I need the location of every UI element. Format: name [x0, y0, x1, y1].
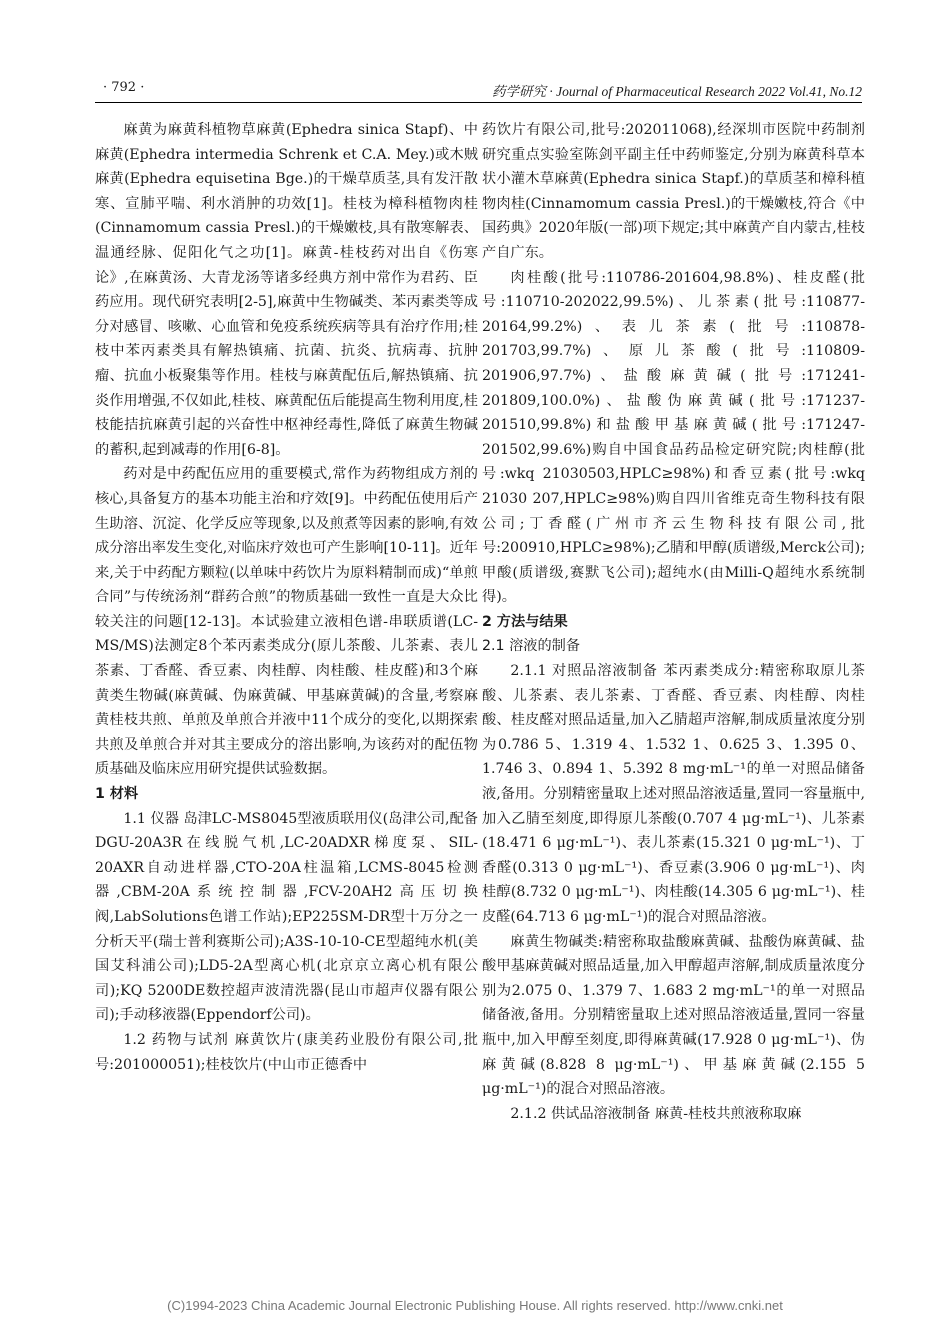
reagents-paragraph: 肉桂酸(批号:110786-201604,98.8%)、桂皮醛(批号:110710-202022,99.5%)、儿茶素(批号:110877-20164,99.2%)、表儿茶素(批号:110878-201703,99.7%)、原儿茶酸(批号:110809-201906,97.7%)、盐酸麻黄碱(批号:171241-201809,100.0%)、盐酸伪麻黄碱(批号:171237-201510,99.8%)和盐酸甲基麻黄碱(批号:171247-201502,99.6%)购自中国食品药品检定研究院;肉桂醇(批号:wkq 21030503,HPLC≥98%)和香豆素(批号:wkq 21030 207,HPLC≥98%)购自四川省维克奇生物科技有限公司;丁香醛(广州市齐云生物科技有限公司,批号:200910,HPLC≥98%);乙腈和甲醇(质谱级,Merck公司);甲酸(质谱级,赛默飞公司);超纯水(由Milli-Q超纯水系统制得)。 — [482, 269, 865, 606]
instruments-paragraph: 1.1 仪器 岛津LC-MS8045型液质联用仪(岛津公司,配备DGU-20A3R在线脱气机,LC-20ADXR梯度泵、SIL-20AXR自动进样器,CTO-20A柱温箱,LCMS-8045检测器,CBM-20A系统控制器,FCV-20AH2高压切换阀,LabSolutions色谱工作站);EP225SM-DR型十万分之一分析天平(瑞士普利赛斯公司);A3S-10-10-CE型超纯水机(美国艾科浦公司);LD5-2A型离心机(北京京立离心机有限公司);KQ 5200DE数控超声波清洗器(昆山市超声仪器有限公司);手动移液器(Eppendorf公司)。 — [95, 810, 478, 1024]
copyright-footer: (C)1994-2023 China Academic Journal Electronic Publishing House. All rights reserved. http://www.cnki.net — [167, 1298, 783, 1313]
reference-solution-paragraph: 2.1.1 对照品溶液制备 苯丙素类成分:精密称取原儿茶酸、儿茶素、表儿茶素、丁香醛、香豆素、肉桂醇、肉桂酸、桂皮醛对照品适量,加入乙腈超声溶解,制成质量浓度分别为0.786 5、1.319 4、1.532 1、0.625 3、1.395 0、1.746 3、0.894 1、5.392 8 mg·mL⁻¹的单一对照品储备液,备用。分别精密量取上述对照品溶液适量,置同一容量瓶中,加入乙腈至刻度,即得原儿茶酸(0.707 4 μg·mL⁻¹)、儿茶素(18.471 6 μg·mL⁻¹)、表儿茶素(15.321 0 μg·mL⁻¹)、丁香醛(0.313 0 μg·mL⁻¹)、香豆素(3.906 0 μg·mL⁻¹)、肉桂醇(8.732 0 μg·mL⁻¹)、肉桂酸(14.305 6 μg·mL⁻¹)、桂皮醛(64.713 6 μg·mL⁻¹)的混合对照品溶液。 — [482, 663, 865, 925]
subsection-heading-solution: 2.1 溶液的制备 — [482, 638, 581, 655]
intro-paragraph-2: 药对是中药配伍应用的重要模式,常作为药物组成方剂的核心,具备复方的基本功能主治和疗效[9]。中药配伍使用后产生助溶、沉淀、化学反应等现象,以及煎煮等因素的影响,有效成分溶出率发生变化,对临床疗效也可产生影响[10-11]。近年来,关于中药配方颗粒(以单味中药饮片为原料精制而成)“单煎合同”与传统汤剂“群药合煎”的物质基础一致性一直是大众比较关注的问题[12-13]。本试验建立液相色谱-串联质谱(LC-MS/MS)法测定8个苯丙素类成分(原儿茶酸、儿茶素、表儿茶素、丁香醛、香豆素、肉桂醇、肉桂酸、桂皮醛)和3个麻黄类生物碱(麻黄碱、伪麻黄碱、甲基麻黄碱)的含量,考察麻黄桂枝共煎、单煎及单煎合并液中11个成分的变化,以期探索共煎及单煎合并对其主要成分的溶出影响,为该药对的配伍物质基础及临床应用研究提供试验数据。 — [95, 466, 478, 778]
running-header — [95, 78, 862, 103]
intro-paragraph-1: 麻黄为麻黄科植物草麻黄(Ephedra sinica Stapf)、中麻黄(Ephedra intermedia Schrenk et C.A. Mey.)或木贼麻黄(Ephedra equisetina Bge.)的干燥草质茎,具有发汗散寒、宣肺平喘、利水消肿的功效[1]。桂枝为樟科植物肉桂(Cinnamomum cassia Presl.)的干燥嫩枝,具有散寒解表、温通经脉、促阳化气之功[1]。麻黄-桂枝药对出自《伤寒论》,在麻黄汤、大青龙汤等诸多经典方剂中常作为君药、臣药应用。现代研究表明[2-5],麻黄中生物碱类、苯丙素类等成分对感冒、咳嗽、心血管和免疫系统疾病等具有治疗作用;桂枝中苯丙素类具有解热镇痛、抗菌、抗炎、抗病毒、抗肿瘤、抗血小板聚集等作用。桂枝与麻黄配伍后,解热镇痛、抗炎作用增强,不仅如此,桂枝、麻黄配伍后能提高生物利用度,桂枝能拮抗麻黄引起的兴奋性中枢神经毒性,降低了麻黄生物碱的蓄积,起到减毒的作用[6-8]。 — [95, 122, 478, 458]
sample-solution-paragraph: 2.1.2 供试品溶液制备 麻黄-桂枝共煎液称取麻 — [510, 1105, 802, 1122]
drugs-reagents-paragraph: 1.2 药物与试剂 麻黄饮片(康美药业股份有限公司,批号:201000051);桂枝饮片(中山市正德香中 — [95, 1031, 478, 1073]
section-heading-materials: 1 材料 — [95, 786, 139, 803]
page-number: · 792 · — [103, 80, 145, 95]
section-heading-methods: 2 方法与结果 — [482, 613, 568, 630]
alkaloid-solution-paragraph: 麻黄生物碱类:精密称取盐酸麻黄碱、盐酸伪麻黄碱、盐酸甲基麻黄碱对照品适量,加入甲醇超声溶解,制成质量浓度分别为2.075 0、1.379 7、1.683 2 mg·mL⁻¹的单一对照品储备液,备用。分别精密量取上述对照品溶液适量,置同一容量瓶中,加入甲醇至刻度,即得麻黄碱(17.928 0 μg·mL⁻¹)、伪麻黄碱(8.828 8 μg·mL⁻¹)、甲基麻黄碱(2.155 5 μg·mL⁻¹)的混合对照品溶液。 — [482, 933, 865, 1098]
left-column — [95, 118, 478, 1077]
drugs-continued-paragraph: 药饮片有限公司,批号:202011068),经深圳市医院中药制剂研究重点实验室陈剑平副主任中药师鉴定,分别为麻黄科草本状小灌木草麻黄(Ephedra sinica Stapf.)的草质茎和樟科植物肉桂(Cinnamomum cassia Presl.)的干燥嫩枝,符合《中国药典》2020年版(一部)项下规定;其中麻黄产自内蒙古,桂枝产自广东。 — [482, 122, 865, 261]
journal-title: 药学研究 · Journal of Pharmaceutical Research 2022 Vol.41, No.12 — [492, 84, 862, 99]
right-column — [482, 118, 865, 1126]
